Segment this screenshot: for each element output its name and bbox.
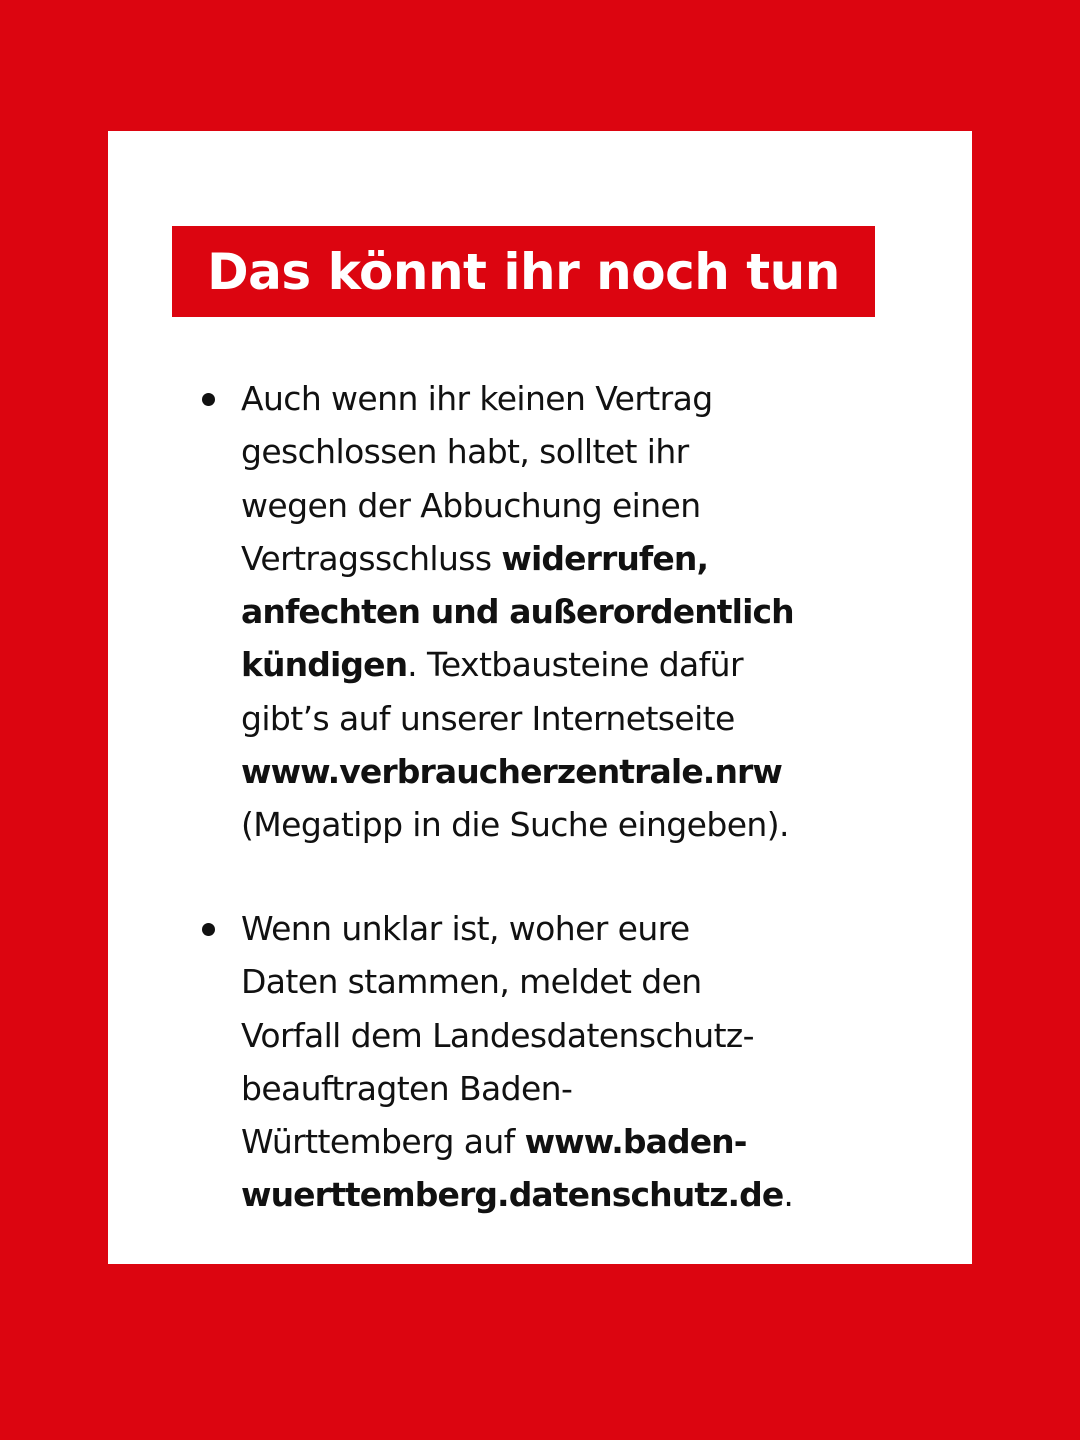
text-run: Vorfall dem Landesdatenschutz- [241,1015,754,1055]
bold-text-run: anfechten und außerordentlich [241,592,794,632]
text-run: wegen der Abbuchung einen [241,485,701,525]
text-line [241,372,946,425]
text-line [241,585,946,638]
bullet-dot-icon [202,393,215,406]
text-line [241,902,946,955]
text-line [241,425,946,478]
bold-text-run: www.verbraucherzentrale.nrw [241,752,783,792]
text-line [241,532,946,585]
text-run: gibt’s auf unserer Internetseite [241,698,735,738]
text-line [241,638,946,691]
text-run: geschlossen habt, solltet ihr [241,432,689,472]
text-line [241,745,946,798]
heading-banner [172,226,875,317]
text-run: Vertragsschluss [241,538,502,578]
bullet-text [241,372,946,852]
text-line [241,1062,946,1115]
bold-text-run: widerrufen, [501,538,709,578]
text-run: Auch wenn ihr keinen Vertrag [241,379,713,418]
text-line [241,479,946,532]
text-run: Daten stammen, meldet den [241,962,702,1002]
text-line [241,1115,946,1168]
text-line [241,1009,946,1062]
text-run: (Megatipp in die Suche eingeben). [241,805,789,845]
bold-text-run: wuerttemberg.datenschutz.de [241,1175,784,1215]
bullet-text [241,902,946,1222]
text-run: Württemberg auf [241,1122,525,1162]
text-line [241,692,946,745]
bold-text-run: www.baden- [524,1122,747,1162]
text-run: beauftragten Baden- [241,1068,573,1108]
bold-text-run: kündigen [241,645,408,685]
page-title: Das könnt ihr noch tun [207,242,840,301]
text-line [241,798,946,851]
text-run: . Textbausteine dafür [407,645,743,685]
text-run: Wenn unklar ist, woher eure [241,909,690,948]
content-card [108,131,972,1264]
text-run: . [783,1175,794,1215]
bullet-dot-icon [202,923,215,936]
text-line [241,955,946,1008]
text-line [241,1168,946,1221]
